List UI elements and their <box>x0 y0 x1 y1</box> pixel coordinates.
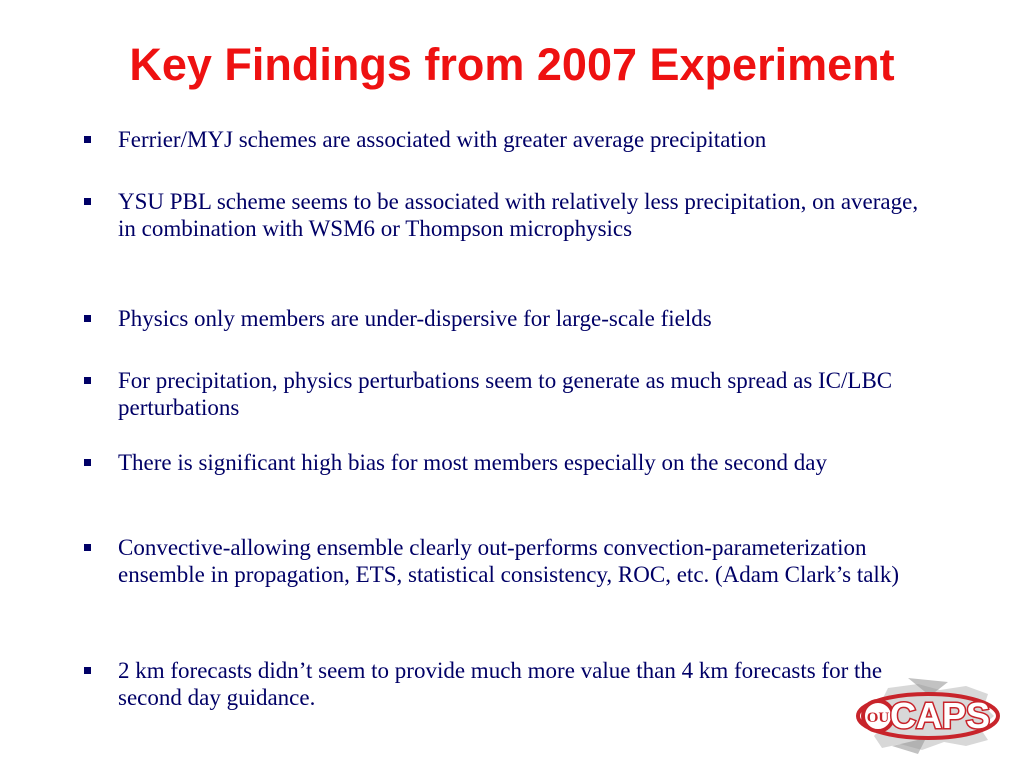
bullet-text: Ferrier/MYJ schemes are associated with greater average precipitation <box>118 127 767 152</box>
bullet-item <box>118 367 938 421</box>
bullet-item <box>118 657 938 711</box>
bullet-text: Physics only members are under-dispersive for large-scale fields <box>118 306 712 331</box>
bullet-square-icon <box>84 315 91 322</box>
bullet-text: Convective-allowing ensemble clearly out-performs convection-parameterization ensemble in propagation, ETS, statistical consistency, ROC, etc. (Adam Clark’s talk) <box>118 535 899 587</box>
slide-title: Key Findings from 2007 Experiment <box>129 39 895 90</box>
bullet-text: For precipitation, physics perturbations seem to generate as much spread as IC/LBC perturbations <box>118 368 893 420</box>
bullet-item <box>118 126 938 153</box>
bullet-text: 2 km forecasts didn’t seem to provide much more value than 4 km forecasts for the second day guidance. <box>118 658 883 710</box>
bullet-square-icon <box>84 459 91 466</box>
bullet-item <box>118 188 938 242</box>
bullet-text: YSU PBL scheme seems to be associated with relatively less precipitation, on average, in combination with WSM6 or Thompson microphysics <box>118 189 919 241</box>
bullet-square-icon <box>84 377 91 384</box>
bullet-square-icon <box>84 198 91 205</box>
caps-logo <box>848 676 1004 756</box>
bullet-item <box>118 449 938 476</box>
bullet-item <box>118 305 938 332</box>
bullet-square-icon <box>84 136 91 143</box>
logo-caps-text: CAPS <box>889 695 991 736</box>
logo-ou-text: OU <box>866 710 890 726</box>
bullet-item <box>118 534 938 588</box>
bullet-text: There is significant high bias for most members especially on the second day <box>118 450 827 475</box>
bullet-square-icon <box>84 667 91 674</box>
bullet-square-icon <box>84 544 91 551</box>
